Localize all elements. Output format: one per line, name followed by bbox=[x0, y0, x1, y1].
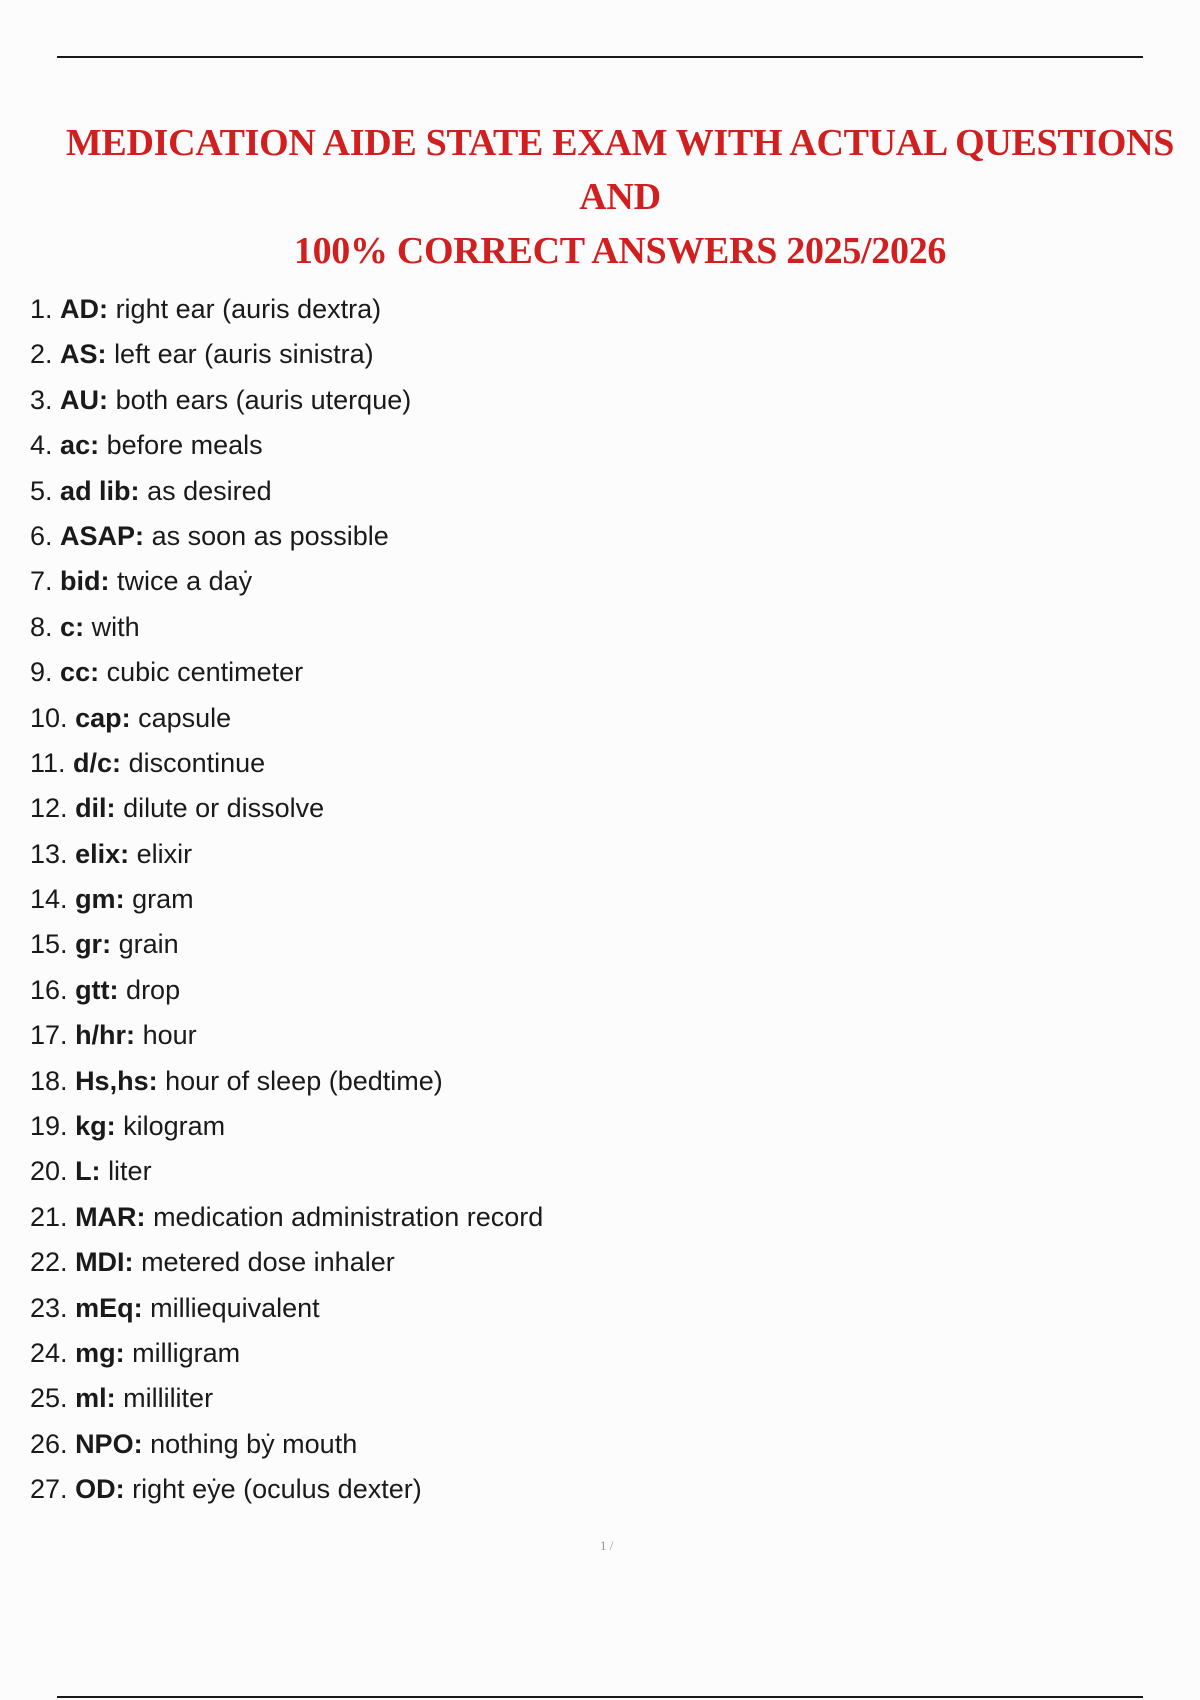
title-line-1: MEDICATION AIDE STATE EXAM WITH ACTUAL QUESTIONS AND bbox=[65, 122, 1175, 218]
item-number: 9. bbox=[30, 657, 53, 688]
definition: before meals bbox=[106, 430, 263, 461]
abbreviation: AU: bbox=[60, 384, 109, 415]
definition: kilogram bbox=[123, 1111, 226, 1142]
list-item bbox=[30, 696, 543, 741]
abbreviation: MAR: bbox=[75, 1201, 146, 1232]
list-item bbox=[30, 378, 543, 423]
item-number: 4. bbox=[30, 430, 53, 461]
abbreviation: MDI: bbox=[75, 1247, 134, 1278]
definition: drop bbox=[126, 974, 181, 1005]
list-item bbox=[30, 559, 543, 604]
abbreviation: kg: bbox=[75, 1111, 116, 1142]
abbreviation: d/c: bbox=[73, 747, 122, 778]
abbreviation: cap: bbox=[75, 702, 131, 733]
abbreviation: c: bbox=[60, 611, 85, 642]
abbreviation: AS: bbox=[60, 339, 107, 370]
item-number: 20. bbox=[30, 1156, 68, 1187]
item-number: 7. bbox=[30, 566, 53, 597]
list-item bbox=[30, 1240, 543, 1285]
abbreviation: h/hr: bbox=[75, 1020, 136, 1051]
abbreviation: ASAP: bbox=[60, 520, 145, 551]
list-item bbox=[30, 469, 543, 514]
item-number: 21. bbox=[30, 1201, 68, 1232]
abbreviation: ac: bbox=[60, 430, 100, 461]
list-item bbox=[30, 786, 543, 831]
definition: grain bbox=[118, 929, 179, 960]
item-number: 12. bbox=[30, 793, 68, 824]
definition: as soon as possible bbox=[151, 520, 389, 551]
item-number: 18. bbox=[30, 1065, 68, 1096]
abbreviation: Hs,hs: bbox=[75, 1065, 158, 1096]
definition: hour bbox=[142, 1020, 197, 1051]
item-number: 22. bbox=[30, 1247, 68, 1278]
abbreviation: gtt: bbox=[75, 974, 119, 1005]
document-title bbox=[40, 116, 1200, 278]
item-number: 23. bbox=[30, 1292, 68, 1323]
item-number: 8. bbox=[30, 611, 53, 642]
item-number: 26. bbox=[30, 1428, 68, 1459]
item-number: 10. bbox=[30, 702, 68, 733]
list-item bbox=[30, 1422, 543, 1467]
list-item bbox=[30, 1331, 543, 1376]
list-item bbox=[30, 605, 543, 650]
item-number: 5. bbox=[30, 475, 53, 506]
abbreviation: NPO: bbox=[75, 1428, 143, 1459]
definition: medication administration record bbox=[153, 1201, 544, 1232]
list-item bbox=[30, 741, 543, 786]
list-item bbox=[30, 1376, 543, 1421]
top-rule bbox=[57, 56, 1143, 58]
definition: hour of sleep (bedtime) bbox=[165, 1065, 443, 1096]
item-number: 15. bbox=[30, 929, 68, 960]
item-number: 14. bbox=[30, 884, 68, 915]
definition: milliliter bbox=[123, 1383, 214, 1414]
item-number: 11. bbox=[30, 747, 66, 778]
list-item bbox=[30, 832, 543, 877]
definition: twice a daẏ bbox=[117, 566, 253, 597]
list-item bbox=[30, 1467, 543, 1512]
abbreviation: AD: bbox=[60, 294, 109, 324]
abbreviation: dil: bbox=[75, 793, 116, 824]
item-number: 1. bbox=[30, 294, 53, 324]
definition: as desired bbox=[147, 475, 272, 506]
list-item bbox=[30, 922, 543, 967]
definition: right eẏe (oculus dexter) bbox=[132, 1474, 422, 1505]
item-number: 27. bbox=[30, 1474, 68, 1505]
item-number: 25. bbox=[30, 1383, 68, 1414]
list-item bbox=[30, 1149, 543, 1194]
list-item bbox=[30, 332, 543, 377]
page-number: 1 / bbox=[600, 1538, 614, 1553]
abbreviation: gm: bbox=[75, 884, 125, 915]
definition: metered dose inhaler bbox=[141, 1247, 395, 1278]
list-item bbox=[30, 514, 543, 559]
list-item bbox=[30, 968, 543, 1013]
abbreviation: mg: bbox=[75, 1337, 125, 1368]
abbreviation: L: bbox=[75, 1156, 101, 1187]
abbreviation: cc: bbox=[60, 657, 100, 688]
list-item bbox=[30, 423, 543, 468]
abbreviation: gr: bbox=[75, 929, 112, 960]
list-item bbox=[30, 877, 543, 922]
list-item bbox=[30, 1195, 543, 1240]
definition: left ear (auris sinistra) bbox=[114, 339, 374, 370]
definition: both ears (auris uterque) bbox=[115, 384, 412, 415]
abbreviation: bid: bbox=[60, 566, 110, 597]
list-item bbox=[30, 287, 543, 332]
definition: right ear (auris dextra) bbox=[115, 294, 382, 324]
definition: dilute or dissolve bbox=[123, 793, 325, 824]
item-number: 13. bbox=[30, 838, 68, 869]
title-line-2: 100% CORRECT ANSWERS 2025/2026 bbox=[293, 230, 947, 272]
definition: milliequivalent bbox=[150, 1292, 320, 1323]
abbreviation: OD: bbox=[75, 1474, 125, 1505]
list-item bbox=[30, 1013, 543, 1058]
definition: elixir bbox=[136, 838, 193, 869]
list-item bbox=[30, 1104, 543, 1149]
list-item bbox=[30, 1059, 543, 1104]
definition: liter bbox=[108, 1156, 152, 1187]
list-item bbox=[30, 1286, 543, 1331]
item-number: 17. bbox=[30, 1020, 68, 1051]
item-number: 3. bbox=[30, 384, 53, 415]
definition: discontinue bbox=[128, 747, 266, 778]
abbreviation: ad lib: bbox=[60, 475, 140, 506]
list-item bbox=[30, 650, 543, 695]
item-number: 6. bbox=[30, 520, 53, 551]
definition: milligram bbox=[132, 1337, 241, 1368]
definition: capsule bbox=[138, 702, 232, 733]
abbreviation: mEq: bbox=[75, 1292, 143, 1323]
definition: nothing bẏ mouth bbox=[150, 1428, 358, 1459]
definition: gram bbox=[132, 884, 194, 915]
bottom-rule bbox=[57, 1696, 1143, 1698]
item-number: 19. bbox=[30, 1111, 68, 1142]
item-number: 2. bbox=[30, 339, 53, 370]
definition: with bbox=[91, 611, 140, 642]
definition: cubic centimeter bbox=[106, 657, 304, 688]
item-number: 24. bbox=[30, 1337, 68, 1368]
abbreviation: ml: bbox=[75, 1383, 116, 1414]
item-number: 16. bbox=[30, 974, 68, 1005]
abbreviation-list bbox=[30, 287, 543, 1513]
abbreviation: elix: bbox=[75, 838, 130, 869]
